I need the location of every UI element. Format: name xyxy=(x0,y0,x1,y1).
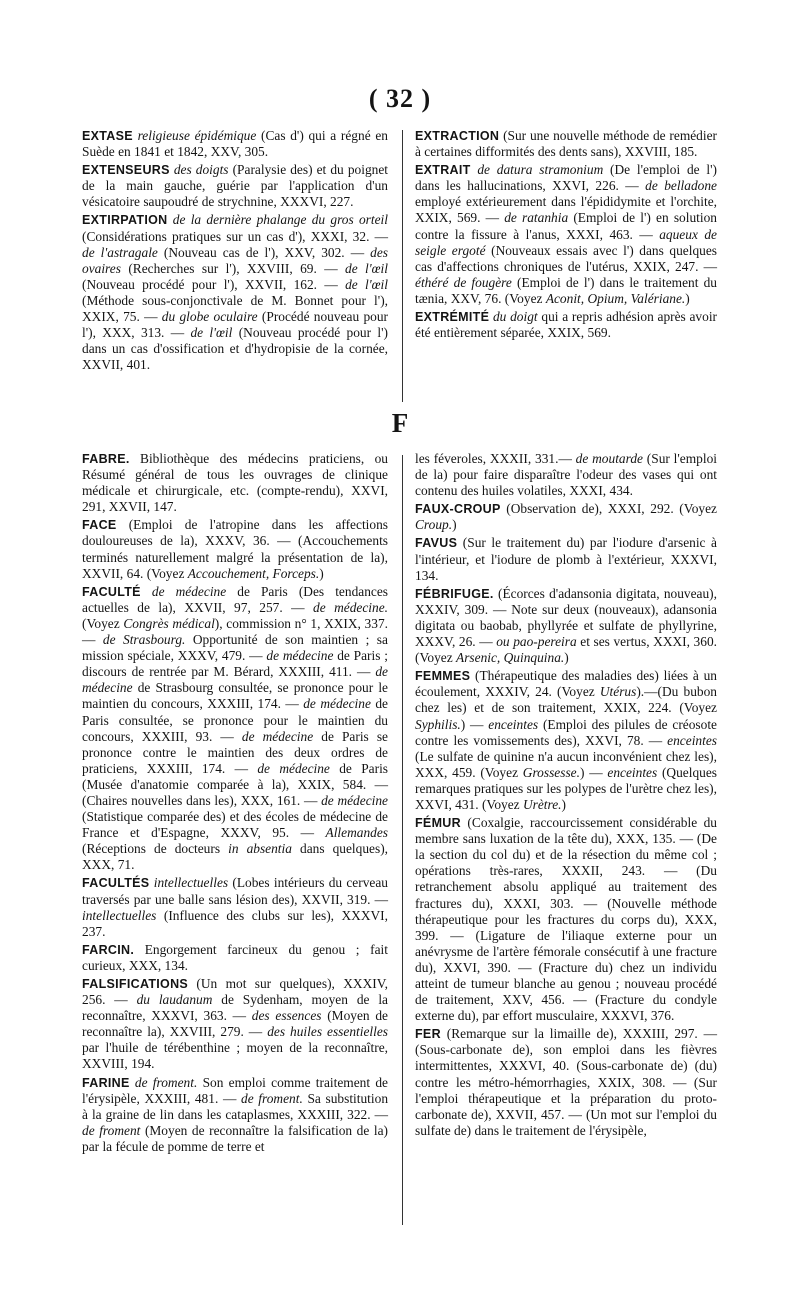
entry-headword: FACULTÉ xyxy=(82,584,141,599)
entry-text: (Sur une nouvelle méthode de remédier à certaines difformités des dents sans), XXVIII, 185. xyxy=(415,128,717,160)
entry-text: de Paris consultée, se prononce pour le maintien du concours, XXXIII, 93. — xyxy=(82,696,388,744)
entry-headword: EXTRACTION xyxy=(415,129,500,143)
entry-text: (Coxalgie, raccourcissement considérable du membre sans luxation de la tête du), XXX, 135. — (De la section du col du) et de la résection du même col ; opérations très-rares, XXXII, 243. — (Du retranchement absolu appliqué au traitement des fractures du), XXXI, 303. — (Nouvelle méthode thérapeutique pour les fractures du corps du), XXX, 399. — (Ligature de l'iliaque externe pour un anévrysme de l'artère fémorale consécutif à une fracture du), XXVI, 390. — (Fracture du) chez un individu atteint de tumeur blanche au genou ; nouveau procédé de traitement, XXV, 456. — (Fracture du condyle externe du), par effort musculaire, XXXVI, 376. xyxy=(415,815,717,1024)
entry-text: employé extérieurement dans l'épididymite et l'orchite, XXIX, 569. — xyxy=(415,194,717,226)
entry-text: (Nouveau cas de l'), XXV, 302. — xyxy=(157,244,371,260)
entry-text-italic: de médecine xyxy=(303,696,371,712)
entry-text-italic: de froment xyxy=(82,1122,141,1138)
entry-text-italic: de médecine xyxy=(151,583,227,599)
entry-headword: FARCIN. xyxy=(82,942,135,957)
entry-text-italic: du doigt xyxy=(492,309,538,325)
entry-text: Sa substitution à la graine de lin dans les cataplasmes, XXXIII, 322. — xyxy=(82,1090,389,1122)
entry-headword: EXTASE xyxy=(82,129,133,143)
entry-text-italic: de datura stramonium xyxy=(477,162,604,178)
index-entry xyxy=(415,501,717,533)
entry-text-italic: intellectuelles xyxy=(82,907,157,923)
entry-text-italic: religieuse épidémique xyxy=(137,128,257,143)
entry-text: (Emploi de l') dans le traitement du tænia, XXV, 76. (Voyez xyxy=(415,274,717,306)
entry-text-italic: de la dernière phalange du gros orteil xyxy=(172,212,388,228)
entry-text: (Emploi de l') en solution contre la fissure à l'anus, XXXI, 463. — xyxy=(415,210,717,242)
entry-text: de Strasbourg consultée, se prononce pour le maintien du concours, XXXIII, 174. — xyxy=(82,680,388,712)
index-entry xyxy=(415,586,717,666)
entry-text-italic: de l'œil xyxy=(345,260,388,276)
index-entry xyxy=(82,942,388,974)
entry-text: (Emploi des pilules de créosote contre les vomissements des), XXVI, 78. — xyxy=(415,716,717,748)
entry-text-italic: de médecine xyxy=(321,792,389,808)
entry-text-italic: Congrès médical xyxy=(123,615,215,631)
entry-text: (Thérapeutique des maladies des) liées à un écoulement, XXXIV, 24. (Voyez xyxy=(415,668,717,700)
entry-text: de Paris ; discours de rentrée par M. Bérard, XXXIII, 411. — xyxy=(82,648,388,680)
entry-text: dans quelques), XXX, 71. xyxy=(82,841,388,873)
entry-text: Opportunité de son maintien ; sa mission spéciale, XXXV, 479. — xyxy=(82,632,388,664)
entry-headword: FEMMES xyxy=(415,669,471,684)
entry-text-italic: Allemandes xyxy=(325,825,388,841)
entry-text: Son emploi comme traitement de l'érysipèle, XXXIII, 481. — xyxy=(82,1074,388,1106)
index-entry xyxy=(82,584,388,874)
entry-text-italic: Grossesse. xyxy=(522,764,580,780)
entry-text-italic: des essences xyxy=(251,1008,322,1024)
entry-text-italic: des ovaires xyxy=(82,244,388,276)
entry-headword: FÉBRIFUGE. xyxy=(415,586,494,601)
entry-text: de Paris (Des tendances actuelles de la), XXVII, 97, 257. — xyxy=(82,583,389,615)
entry-text-italic: enceintes xyxy=(607,764,658,780)
entry-text: et ses vertus, XXXI, 360. (Voyez xyxy=(415,634,717,666)
entry-text: (Sur l'emploi de la) pour faire disparaître l'odeur des vases qui ont contenu des huiles volatiles, XXXI, 434. xyxy=(415,451,717,499)
entry-text: (Nouveau procédé pour l'), XXVII, 162. — xyxy=(82,276,346,292)
entry-text-italic: aqueux de seigle ergoté xyxy=(415,226,717,258)
entry-text-italic: éthéré de fougère xyxy=(415,274,512,290)
entry-text: (Méthode sous-conjonctivale de M. Bonnet pour l'), XXIX, 75. — xyxy=(82,292,388,325)
index-entry xyxy=(415,451,717,499)
entry-text-italic: enceintes xyxy=(488,716,539,732)
section-letter: F xyxy=(391,408,409,438)
column-top-right xyxy=(415,128,717,343)
entry-text-italic: de Strasbourg. xyxy=(102,632,186,648)
entry-text: (Un mot sur quelques), XXXIV, 256. — xyxy=(82,976,388,1008)
entry-headword: FER xyxy=(415,1027,441,1042)
entry-headword: EXTENSEURS xyxy=(82,163,170,178)
column-bottom-right xyxy=(415,451,717,1141)
entry-text: ), commission n° 1, XXIX, 337. — xyxy=(82,615,388,648)
entry-text: (Observation de), XXXI, 292. (Voyez xyxy=(500,501,717,517)
column-divider-top xyxy=(402,130,403,402)
entry-text: (Lobes intérieurs du cerveau traversés par une balle sans lésion des), XXVII, 319. — xyxy=(82,875,388,907)
index-entry xyxy=(415,162,717,307)
entry-text: (Voyez xyxy=(82,615,124,631)
entry-headword: FABRE. xyxy=(82,452,130,466)
index-entry xyxy=(415,128,717,160)
entry-text-italic: de médecine. xyxy=(313,599,388,615)
index-entry xyxy=(415,815,717,1024)
entry-text-italic: de l'œil xyxy=(190,325,233,341)
column-bottom-left xyxy=(82,451,388,1157)
entry-text: ) xyxy=(564,650,569,666)
entry-text: (Nouveaux essais avec l') dans quelques cas d'affections chroniques de l'utérus, XXIX, 247. — xyxy=(415,242,717,274)
entry-text-italic: enceintes xyxy=(667,732,717,748)
index-entry xyxy=(82,128,388,160)
entry-text-italic: ou pao-pereira xyxy=(496,634,577,650)
entry-text: Bibliothèque des médecins praticiens, ou Résumé général de tous les ouvrages de clinique médicale et chirurgicale, etc. (compte-rendu), XXVI, 291, XXVII, 147. xyxy=(82,451,388,515)
index-entry xyxy=(415,309,717,341)
entry-headword: FAVUS xyxy=(415,536,458,551)
entry-text: ) xyxy=(561,796,567,812)
entry-text: ) — xyxy=(579,764,608,780)
entry-text-italic: du globe oculaire xyxy=(161,309,258,325)
entry-text-italic: de médecine xyxy=(82,664,388,696)
entry-text-italic: Utérus xyxy=(599,684,637,700)
index-entry xyxy=(415,668,717,813)
entry-text: (Moyen de reconnaître la), XXVIII, 279. — xyxy=(82,1008,388,1040)
index-entry xyxy=(82,1075,388,1155)
entry-text: de Sydenham, moyen de la reconnaître, XXXVI, 363. — xyxy=(82,992,388,1024)
entry-headword: FARINE xyxy=(82,1075,130,1090)
entry-text-italic: de médecine xyxy=(257,760,330,776)
entry-text-italic: de l'œil xyxy=(345,276,388,292)
entry-headword: EXTRÉMITÉ xyxy=(415,310,490,325)
entry-text: (Moyen de reconnaître la falsification de la) par la fécule de pomme de terre et xyxy=(82,1122,388,1154)
entry-text-italic: de l'astragale xyxy=(82,244,158,260)
entry-text: de Paris se prononce contre le maintien des deux ordres de praticiens, XXXIII, 174. — xyxy=(82,728,388,776)
entry-text: (Considérations pratiques sur un cas d'), XXXI, 32. — xyxy=(82,228,388,244)
page-number: ( 32 ) xyxy=(368,84,432,113)
entry-text-italic: intellectuelles xyxy=(153,875,229,891)
entry-text: Engorgement farcineux du genou ; fait curieux, XXX, 134. xyxy=(82,941,388,973)
entry-text: ) xyxy=(452,517,457,533)
entry-text-italic: Aconit, Opium, Valériane. xyxy=(545,290,686,306)
entry-text: (Sur le traitement du) par l'iodure d'arsenic à l'intérieur, et l'iodure de plomb à l'extérieur, XXXVI, 134. xyxy=(415,535,717,583)
entry-text-italic: Accouchement, Forceps. xyxy=(187,565,320,581)
entry-text-italic: Syphilis. xyxy=(415,716,461,732)
entry-text-italic: Urètre. xyxy=(522,796,562,812)
entry-text: (Emploi de l'atropine dans les affections douloureuses de la), XXXV, 36. — (Accouchements terminés naturellement malgré la présentation de la), XXVII, 64. (Voyez xyxy=(82,517,388,581)
entry-text: ).—(Du bubon chez les) et de son traitement, XXIX, 224. (Voyez xyxy=(415,684,717,716)
entry-text-italic: de froment. xyxy=(241,1090,303,1106)
entry-headword: FACE xyxy=(82,518,117,533)
entry-text: les féveroles, XXXII, 331.— xyxy=(415,451,576,466)
entry-text-italic: de ratanhia xyxy=(504,210,569,226)
entry-text-italic: de belladone xyxy=(645,178,717,194)
entry-text: de Paris (Musée d'anatomie comparée à la), XXIX, 584. — (Chaires nouvelles dans les), XXX, 161. — xyxy=(82,760,388,808)
entry-text: (Procédé nouveau pour l'), XXX, 313. — xyxy=(82,309,388,341)
entry-text: (Écorces d'adansonia digitata, nouveau), XXXIV, 309. — Note sur deux (nouveaux), adansonia digitata ou baobab, phyllyrée et sulfate de phyllyrine, XXXV, 26. — xyxy=(415,585,717,650)
entry-text: (Paralysie des) et du poignet de la main gauche, guérie par l'application d'un vésicatoire saupoudré de strychnine, XXXVI, 227. xyxy=(82,162,388,210)
entry-text-italic: in absentia xyxy=(228,841,292,857)
entry-text-italic: Arsenic, Quinquina. xyxy=(456,650,565,666)
column-top-left xyxy=(82,128,388,375)
entry-text: (Statistique comparée des) et des écoles de médecine de France et d'Espagne, XXXV, 95. — xyxy=(82,809,388,841)
entry-headword: FAUX-CROUP xyxy=(415,502,501,517)
entry-text: (Quelques remarques pratiques sur les polypes de l'urètre chez les), XXVI, 431. (Voyez xyxy=(415,764,718,812)
index-entry xyxy=(415,535,717,583)
index-entry xyxy=(82,451,388,515)
entry-headword: FALSIFICATIONS xyxy=(82,977,189,991)
entry-headword: FÉMUR xyxy=(415,816,461,831)
entry-text: ) xyxy=(685,290,690,306)
entry-text: qui a repris adhésion après avoir été entièrement séparée, XXIX, 569. xyxy=(415,309,718,341)
entry-text: (Remarque sur la limaille de), XXXIII, 297. — (Sous-carbonate de), son emploi dans les fièvres intermittentes, XXXVI, 40. (Sous-carbonate de) (du) contre les métro-hémorrhagies, XXIX, 308. — (Sur l'emploi thérapeutique et la préparation du proto-carbonate de), XXVII, 457. — (Un mot sur l'emploi du sulfate de) dans le traitement de l'érysipèle, xyxy=(415,1026,717,1138)
index-entry xyxy=(82,976,388,1073)
entry-text: (Le sulfate de quinine n'a aucun inconvénient chez les), XXX, 459. (Voyez xyxy=(415,748,717,780)
entry-headword: EXTIRPATION xyxy=(82,213,168,228)
entry-text-italic: de moutarde xyxy=(575,451,643,466)
column-divider-bottom xyxy=(402,455,403,1225)
entry-text-italic: de médecine xyxy=(266,648,334,664)
index-entry xyxy=(82,212,388,373)
entry-text-italic: Croup. xyxy=(415,517,453,533)
index-entry xyxy=(82,517,388,581)
entry-text: ) — xyxy=(460,716,489,732)
entry-text-italic: des doigts xyxy=(173,162,229,178)
entry-text: par l'huile de térébenthine ; moyen de la reconnaître, XXVIII, 194. xyxy=(82,1040,388,1072)
entry-text-italic: des huiles essentielles xyxy=(267,1024,388,1040)
entry-text-italic: de froment. xyxy=(134,1074,198,1090)
index-entry xyxy=(82,162,388,210)
entry-text-italic: du laudanum xyxy=(136,992,213,1008)
entry-text: (Recherches sur l'), XXVIII, 69. — xyxy=(120,260,345,276)
entry-headword: EXTRAIT xyxy=(415,163,471,178)
entry-text: ) xyxy=(319,565,324,581)
entry-text: (Cas d') qui a régné en Suède en 1841 et 1842, XXV, 305. xyxy=(82,128,388,160)
entry-text: (Nouveau procédé pour l') dans un cas d'ossification et d'hydropisie de la cornée, XXVII, 401. xyxy=(82,325,388,373)
entry-text: (Influence des clubs sur les), XXXVI, 237. xyxy=(82,907,388,939)
index-entry xyxy=(415,1026,717,1139)
entry-text-italic: de médecine xyxy=(241,728,314,744)
entry-headword: FACULTÉS xyxy=(82,876,150,891)
entry-text xyxy=(141,584,152,599)
index-entry xyxy=(82,875,388,939)
entry-text: (De l'emploi de l') dans les hallucinations, XXVI, 226. — xyxy=(415,162,717,194)
entry-text: (Réceptions de docteurs xyxy=(82,841,229,857)
